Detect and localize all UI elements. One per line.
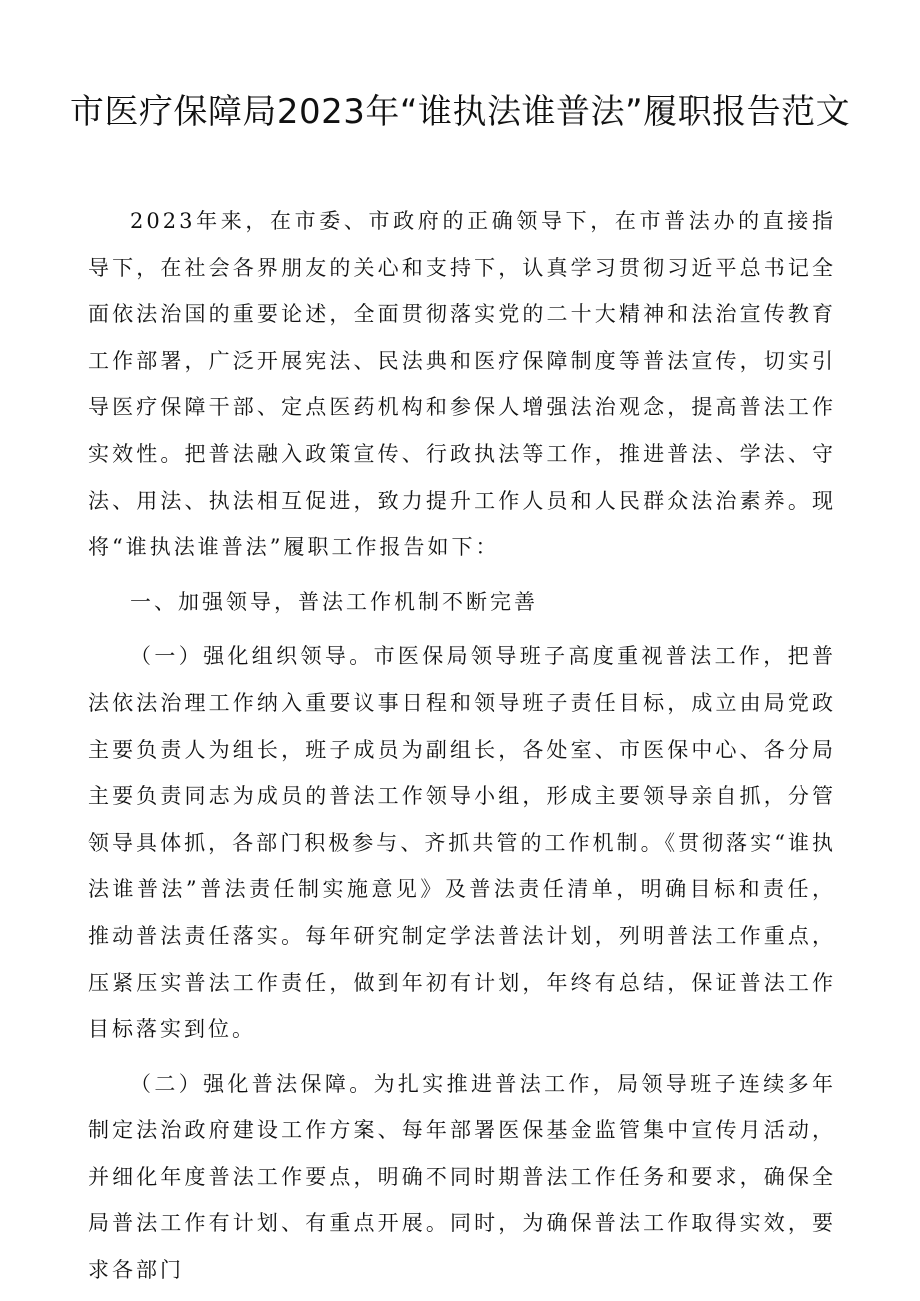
section-heading-1: 一、加强领导，普法工作机制不断完善 (130, 589, 538, 614)
subsection-paragraph-1: （一）强化组织领导。市医保局领导班子高度重视普法工作，把普法依法治理工作纳入重要议事日程和领导班子责任目标，成立由局党政主要负责人为组长，班子成员为副组长，各处室、市医保中心、各分局主要负责同志为成员的普法工作领导小组，形成主要领导亲自抓，分管领导具体抓，各部门积极参与、齐抓共管的工作机制。《贯彻落实“谁执法谁普法”普法责任制实施意见》及普法责任清单，明确目标和责任，推动普法责任落实。每年研究制定学法普法计划，列明普法工作重点，压紧压实普法工作责任，做到年初有计划，年终有总结，保证普法工作目标落实到位。 (88, 644, 836, 1042)
subsection-paragraph-2: （二）强化普法保障。为扎实推进普法工作，局领导班子连续多年制定法治政府建设工作方案、每年部署医保基金监管集中宣传月活动，并细化年度普法工作要点，明确不同时期普法工作任务和要求，确保全局普法工作有计划、有重点开展。同时，为确保普法工作取得实效，要求各部门 (88, 1071, 836, 1283)
document-body (88, 198, 836, 1294)
document-title: 市医疗保障局2023年“谁执法谁普法”履职报告范文 (69, 92, 851, 132)
intro-paragraph: 2023年来，在市委、市政府的正确领导下，在市普法办的直接指导下，在社会各界朋友的关心和支持下，认真学习贯彻习近平总书记全面依法治国的重要论述，全面贯彻落实党的二十大精神和法治宣传教育工作部署，广泛开展宪法、民法典和医疗保障制度等普法宣传，切实引导医疗保障干部、定点医药机构和参保人增强法治观念，提高普法工作实效性。把普法融入政策宣传、行政执法等工作，推进普法、学法、守法、用法、执法相互促进，致力提升工作人员和人民群众法治素养。现将“谁执法谁普法”履职工作报告如下： (88, 209, 836, 560)
